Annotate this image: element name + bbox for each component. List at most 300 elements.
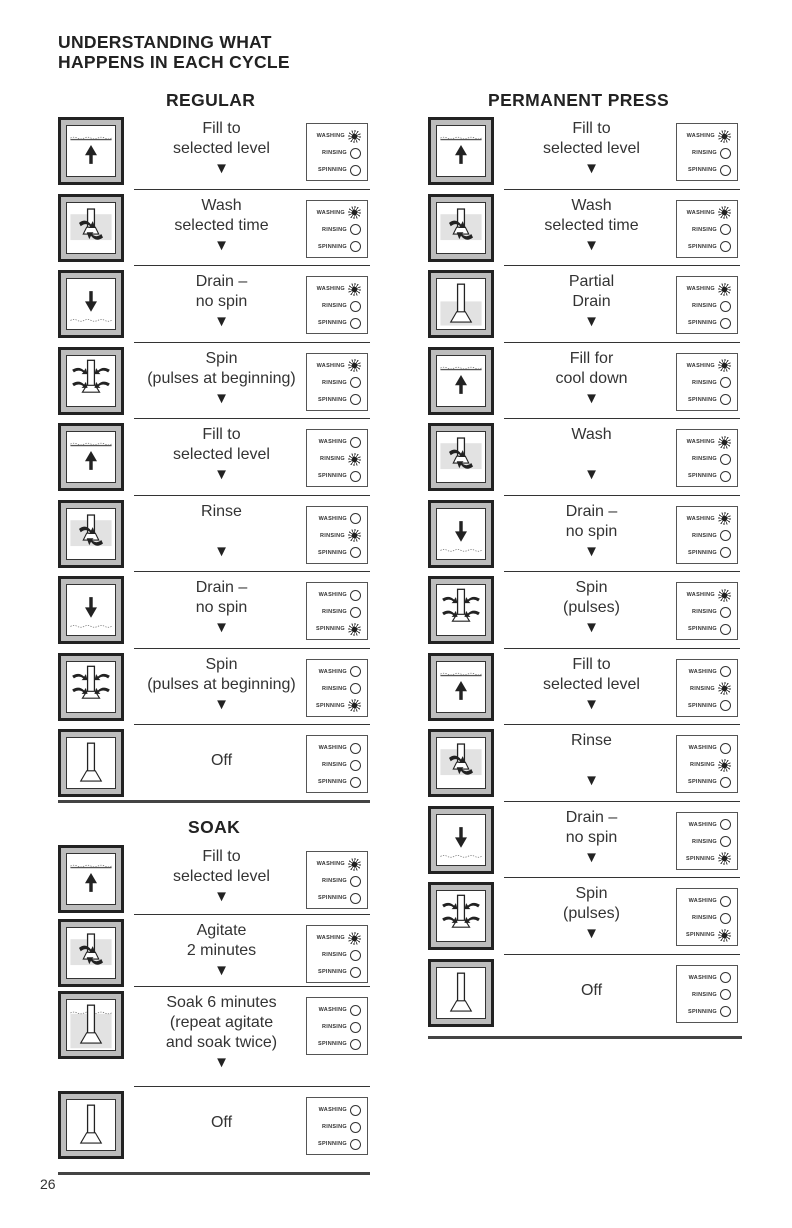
rinsing-indicator-row: [692, 834, 731, 850]
washing-label: WASHING: [316, 133, 345, 139]
status-indicator-panel: [306, 276, 368, 334]
down-arrow-icon: ▼: [214, 695, 229, 713]
washing-label: WASHING: [688, 745, 717, 751]
washing-label: WASHING: [686, 133, 715, 139]
step-text-line: Drain –: [195, 273, 248, 290]
down-arrow-icon: ▼: [214, 619, 229, 636]
spinning-light-off-icon: [350, 1039, 361, 1050]
down-arrow-icon: ▼: [584, 619, 599, 636]
step-divider: [134, 914, 370, 915]
status-indicator-panel: [306, 659, 368, 717]
spinning-label: SPINNING: [318, 473, 347, 479]
step-text-line: Spin: [205, 655, 238, 673]
step-text-line: Drain: [572, 293, 611, 310]
rinsing-light-off-icon: [350, 1122, 361, 1133]
rinsing-light-off-icon: [350, 607, 361, 618]
spinning-label: SPINNING: [686, 855, 715, 862]
down-arrow-icon: ▼: [214, 1054, 229, 1071]
rinsing-label: RINSING: [321, 762, 347, 768]
step-text-line: [134, 522, 309, 542]
step-text-line: Drain –: [195, 579, 248, 596]
drain-tub-icon: [58, 270, 124, 338]
rinsing-light-off-icon: [720, 530, 731, 541]
rinsing-light-off-icon: [720, 989, 731, 1000]
washing-label: WASHING: [686, 209, 715, 216]
step-text-line: [504, 961, 679, 981]
step-text-line: Spin: [205, 349, 238, 367]
washing-label: WASHING: [316, 362, 345, 369]
spinning-light-off-icon: [720, 241, 731, 252]
washing-light-off-icon: [350, 590, 361, 601]
step-text-line: Fill to: [202, 426, 241, 443]
spinning-light-on-icon: [718, 852, 731, 865]
washing-indicator-row: [689, 970, 731, 986]
step-description: [134, 921, 309, 980]
washing-indicator-row: [319, 1002, 361, 1018]
step-text-line: Off: [210, 1114, 233, 1131]
rinsing-indicator-row: [692, 987, 731, 1003]
rinsing-indicator-row: [320, 528, 361, 544]
washing-indicator-row: [687, 511, 731, 527]
washing-light-on-icon: [718, 283, 731, 296]
spinning-light-off-icon: [350, 893, 361, 904]
spinning-label: SPINNING: [318, 969, 347, 975]
regular-title: REGULAR: [166, 90, 256, 110]
status-indicator-panel: [306, 735, 368, 793]
rinsing-label: RINSING: [691, 609, 717, 615]
down-arrow-icon: ▼: [584, 160, 599, 177]
spinning-indicator-row: [688, 774, 731, 790]
down-arrow-icon: ▼: [214, 466, 229, 483]
spinning-light-off-icon: [350, 318, 361, 329]
step-divider: [134, 648, 370, 649]
step-divider: [134, 189, 370, 190]
step-text-line: Fill to: [572, 120, 611, 137]
rinsing-label: RINSING: [321, 1124, 347, 1130]
status-indicator-panel: [676, 888, 738, 946]
rinsing-light-off-icon: [350, 683, 361, 694]
agitate-tub-icon: [58, 919, 124, 987]
spinning-indicator-row: [688, 162, 731, 178]
spinning-label: SPINNING: [688, 243, 717, 250]
spinning-label: SPINNING: [318, 1141, 347, 1147]
rinsing-indicator-row: [322, 757, 361, 773]
washing-light-off-icon: [350, 1105, 361, 1116]
step-text-line: [134, 1093, 309, 1113]
washing-indicator-row: [317, 281, 361, 297]
step-description: [134, 847, 309, 906]
step-description: [134, 196, 309, 255]
status-indicator-panel: [306, 506, 368, 564]
rinsing-label: RINSING: [319, 456, 345, 462]
spinning-light-off-icon: [350, 165, 361, 176]
step-divider: [134, 571, 370, 572]
spinning-indicator-row: [686, 851, 731, 867]
spin-tub-icon: [428, 576, 494, 644]
step-description: [134, 993, 309, 1072]
step-description: [134, 731, 309, 771]
spinning-indicator-row: [688, 468, 731, 484]
spinning-light-on-icon: [348, 623, 361, 636]
rinsing-indicator-row: [690, 681, 731, 697]
step-text-line: [504, 445, 679, 465]
down-arrow-icon: ▼: [584, 466, 599, 483]
step-text-line: selected time: [174, 216, 269, 234]
washing-light-on-icon: [718, 589, 731, 602]
spinning-indicator-row: [318, 1036, 361, 1052]
drain-tub-icon: [58, 576, 124, 644]
step-divider: [504, 495, 740, 496]
fill-tub-icon: [58, 423, 124, 491]
rinsing-label: RINSING: [321, 379, 347, 386]
washing-label: WASHING: [688, 668, 717, 675]
rinsing-light-off-icon: [720, 913, 731, 924]
step-text-line: cool down: [555, 369, 628, 387]
washing-light-on-icon: [718, 130, 731, 143]
step-text-line: selected level: [173, 446, 270, 463]
rinsing-indicator-row: [692, 528, 731, 544]
step-divider: [134, 418, 370, 419]
spinning-light-off-icon: [350, 471, 361, 482]
status-indicator-panel: [676, 965, 738, 1023]
off-tub-icon: [428, 959, 494, 1027]
rinsing-light-off-icon: [720, 607, 731, 618]
washing-label: WASHING: [316, 935, 345, 941]
drain-tub-icon: [428, 500, 494, 568]
status-indicator-panel: [306, 200, 368, 258]
step-description: [134, 349, 309, 408]
rinsing-label: RINSING: [321, 150, 347, 156]
step-text-line: (repeat agitate: [169, 1014, 274, 1031]
spinning-indicator-row: [318, 774, 361, 790]
spinning-label: SPINNING: [688, 626, 717, 632]
washing-light-on-icon: [348, 130, 361, 143]
step-description: [504, 731, 679, 790]
spinning-label: SPINNING: [318, 243, 347, 250]
rinsing-light-on-icon: [718, 759, 731, 772]
agitate-tub-icon: [58, 500, 124, 568]
step-text-line: [134, 731, 309, 751]
washing-label: WASHING: [318, 515, 347, 522]
washing-label: WASHING: [318, 439, 347, 445]
step-text-line: Off: [580, 981, 603, 999]
rinsing-indicator-row: [692, 222, 731, 238]
spinning-indicator-row: [688, 392, 731, 408]
rinsing-label: RINSING: [321, 1024, 347, 1030]
spinning-light-off-icon: [720, 777, 731, 788]
status-indicator-panel: [306, 582, 368, 640]
washing-indicator-row: [687, 281, 731, 297]
washing-indicator-row: [687, 587, 731, 603]
rinsing-indicator-row: [322, 145, 361, 161]
washing-light-off-icon: [350, 437, 361, 448]
spinning-light-off-icon: [720, 624, 731, 635]
washing-label: WASHING: [688, 898, 717, 904]
washing-indicator-row: [687, 205, 731, 221]
page-heading-line-2: HAPPENS IN EACH CYCLE: [58, 52, 290, 72]
step-description: [504, 425, 679, 484]
rinsing-indicator-row: [322, 1119, 361, 1135]
permanent-press-title: PERMANENT PRESS: [488, 90, 670, 110]
rinsing-light-off-icon: [350, 760, 361, 771]
washing-light-on-icon: [718, 436, 731, 449]
rinsing-label: RINSING: [691, 303, 717, 309]
spinning-indicator-row: [686, 927, 731, 943]
rinsing-label: RINSING: [321, 952, 347, 958]
step-text-line: Fill for: [569, 349, 614, 367]
rinsing-label: RINSING: [321, 226, 347, 233]
spin-tub-icon: [428, 882, 494, 950]
step-divider: [504, 265, 740, 266]
status-indicator-panel: [676, 659, 738, 717]
rinsing-label: RINSING: [321, 878, 347, 884]
washing-label: WASHING: [686, 515, 715, 522]
washing-indicator-row: [319, 587, 361, 603]
step-text-line: (pulses at beginning): [147, 675, 296, 693]
spinning-light-off-icon: [720, 700, 731, 711]
rinsing-label: RINSING: [689, 762, 715, 768]
down-arrow-icon: ▼: [584, 542, 599, 560]
agitate-tub-icon: [428, 423, 494, 491]
spinning-indicator-row: [318, 392, 361, 408]
rinsing-label: RINSING: [691, 226, 717, 233]
step-divider: [504, 571, 740, 572]
down-arrow-icon: ▼: [584, 848, 599, 866]
step-description: [134, 425, 309, 484]
rinsing-indicator-row: [322, 1019, 361, 1035]
washing-light-on-icon: [718, 359, 731, 372]
status-indicator-panel: [676, 429, 738, 487]
status-indicator-panel: [676, 582, 738, 640]
washing-indicator-row: [319, 434, 361, 450]
rinsing-light-off-icon: [350, 148, 361, 159]
washing-label: WASHING: [318, 592, 347, 598]
spinning-indicator-row: [318, 315, 361, 331]
step-text-line: Rinse: [571, 732, 612, 749]
step-text-line: no spin: [565, 522, 618, 540]
step-description: [504, 884, 679, 943]
washing-label: WASHING: [316, 209, 345, 216]
spinning-indicator-row: [318, 545, 361, 561]
step-text-line: Drain –: [565, 808, 618, 826]
rinsing-light-on-icon: [718, 682, 731, 695]
spinning-indicator-row: [318, 1136, 361, 1152]
step-text-line: selected level: [173, 868, 270, 885]
step-text-line: Off: [210, 752, 233, 769]
rinsing-indicator-row: [692, 604, 731, 620]
rinsing-label: RINSING: [321, 303, 347, 309]
step-divider: [134, 724, 370, 725]
spinning-indicator-row: [318, 239, 361, 255]
down-arrow-icon: ▼: [584, 772, 599, 789]
step-text-line: [504, 751, 679, 771]
spinning-light-on-icon: [348, 699, 361, 712]
spinning-label: SPINNING: [688, 779, 717, 785]
washing-indicator-row: [689, 817, 731, 833]
spinning-light-off-icon: [350, 394, 361, 405]
fill-tub-icon: [428, 347, 494, 415]
rinsing-indicator-row: [690, 757, 731, 773]
spinning-label: SPINNING: [318, 167, 347, 173]
status-indicator-panel: [676, 123, 738, 181]
washing-light-on-icon: [348, 206, 361, 219]
rinsing-label: RINSING: [691, 915, 717, 921]
step-text-line: Wash: [201, 196, 242, 214]
status-indicator-panel: [676, 506, 738, 564]
step-text-line: Fill to: [202, 120, 241, 137]
agitate-tub-icon: [58, 194, 124, 262]
step-description: [134, 655, 309, 714]
washing-light-on-icon: [718, 206, 731, 219]
washing-indicator-row: [687, 434, 731, 450]
washing-label: WASHING: [686, 286, 715, 292]
spin-tub-icon: [58, 347, 124, 415]
step-text-line: selected level: [173, 140, 270, 157]
rinsing-light-on-icon: [348, 453, 361, 466]
step-divider: [504, 418, 740, 419]
washing-light-on-icon: [348, 858, 361, 871]
step-description: [504, 655, 679, 714]
rinsing-label: RINSING: [691, 456, 717, 462]
status-indicator-panel: [676, 735, 738, 793]
rinsing-light-off-icon: [350, 377, 361, 388]
spinning-label: SPINNING: [318, 779, 347, 785]
washing-indicator-row: [317, 856, 361, 872]
washing-light-off-icon: [350, 743, 361, 754]
rinsing-label: RINSING: [321, 685, 347, 692]
rinsing-label: RINSING: [689, 685, 715, 692]
rinsing-light-off-icon: [350, 301, 361, 312]
rinsing-light-off-icon: [720, 836, 731, 847]
spinning-indicator-row: [688, 698, 731, 714]
spinning-light-off-icon: [720, 165, 731, 176]
rinsing-indicator-row: [692, 298, 731, 314]
spinning-light-off-icon: [350, 1139, 361, 1150]
fill-tub-icon: [58, 845, 124, 913]
step-text-line: Agitate: [196, 922, 247, 939]
down-arrow-icon: ▼: [214, 389, 229, 407]
spinning-label: SPINNING: [318, 549, 347, 556]
washing-label: WASHING: [686, 592, 715, 598]
step-text-line: and soak twice): [165, 1034, 278, 1051]
spinning-indicator-row: [318, 162, 361, 178]
spinning-indicator-row: [318, 468, 361, 484]
agitate-tub-icon: [428, 194, 494, 262]
washing-label: WASHING: [318, 1007, 347, 1013]
washing-light-on-icon: [348, 932, 361, 945]
step-description: [134, 502, 309, 561]
spinning-label: SPINNING: [686, 932, 715, 938]
down-arrow-icon: ▼: [584, 695, 599, 713]
rinsing-label: RINSING: [691, 532, 717, 539]
step-text-line: Rinse: [201, 502, 242, 520]
drain-tub-icon: [428, 806, 494, 874]
step-text-line: 2 minutes: [186, 942, 257, 959]
rinsing-light-off-icon: [350, 1022, 361, 1033]
rinsing-indicator-row: [692, 451, 731, 467]
spinning-light-off-icon: [350, 547, 361, 558]
washing-indicator-row: [319, 740, 361, 756]
step-divider: [504, 189, 740, 190]
step-description: [134, 272, 309, 331]
spinning-indicator-row: [316, 698, 361, 714]
rinsing-indicator-row: [322, 298, 361, 314]
washing-light-off-icon: [350, 666, 361, 677]
step-divider: [504, 342, 740, 343]
rinsing-light-off-icon: [350, 876, 361, 887]
down-arrow-icon: ▼: [214, 160, 229, 177]
washing-indicator-row: [317, 128, 361, 144]
step-text-line: no spin: [195, 599, 248, 616]
spinning-indicator-row: [316, 621, 361, 637]
status-indicator-panel: [306, 997, 368, 1055]
spinning-indicator-row: [688, 239, 731, 255]
step-text-line: (pulses): [563, 599, 620, 616]
fill-tub-icon: [58, 117, 124, 185]
spinning-light-off-icon: [350, 967, 361, 978]
rinsing-indicator-row: [692, 375, 731, 391]
washing-label: WASHING: [318, 1107, 347, 1113]
spinning-indicator-row: [688, 1004, 731, 1020]
step-text-line: Wash: [571, 196, 612, 214]
down-arrow-icon: ▼: [214, 236, 229, 254]
rinsing-indicator-row: [320, 451, 361, 467]
spinning-label: SPINNING: [318, 895, 347, 901]
rinsing-indicator-row: [692, 145, 731, 161]
spinning-light-off-icon: [720, 547, 731, 558]
spinning-label: SPINNING: [688, 396, 717, 403]
agitate-tub-icon: [428, 729, 494, 797]
status-indicator-panel: [306, 353, 368, 411]
spinning-label: SPINNING: [688, 702, 717, 709]
washing-light-off-icon: [720, 743, 731, 754]
down-arrow-icon: ▼: [584, 236, 599, 254]
step-divider: [504, 724, 740, 725]
status-indicator-panel: [676, 353, 738, 411]
washing-label: WASHING: [688, 821, 717, 828]
off-tub-icon: [58, 1091, 124, 1159]
spinning-label: SPINNING: [688, 473, 717, 479]
rinsing-light-off-icon: [350, 950, 361, 961]
down-arrow-icon: ▼: [214, 313, 229, 330]
step-description: [504, 578, 679, 637]
washing-indicator-row: [319, 1102, 361, 1118]
spinning-indicator-row: [688, 545, 731, 561]
spinning-label: SPINNING: [318, 1041, 347, 1047]
step-divider: [134, 495, 370, 496]
rinsing-label: RINSING: [691, 838, 717, 845]
status-indicator-panel: [676, 276, 738, 334]
washing-light-off-icon: [720, 972, 731, 983]
spinning-light-off-icon: [720, 471, 731, 482]
washing-light-off-icon: [720, 666, 731, 677]
page-heading-line-1: UNDERSTANDING WHAT: [58, 32, 272, 52]
step-text-line: Spin: [575, 579, 608, 596]
rinsing-label: RINSING: [691, 150, 717, 156]
step-text-line: Fill to: [572, 655, 611, 673]
rinsing-indicator-row: [322, 604, 361, 620]
step-text-line: (pulses at beginning): [147, 369, 296, 387]
washing-label: WASHING: [318, 745, 347, 751]
step-text-line: Wash: [571, 426, 612, 443]
soak-title: SOAK: [188, 817, 241, 837]
step-divider: [134, 265, 370, 266]
step-description: [504, 961, 679, 1001]
rinsing-label: RINSING: [321, 609, 347, 615]
spinning-light-off-icon: [720, 318, 731, 329]
washing-indicator-row: [689, 893, 731, 909]
regular-end-divider: [58, 800, 370, 803]
